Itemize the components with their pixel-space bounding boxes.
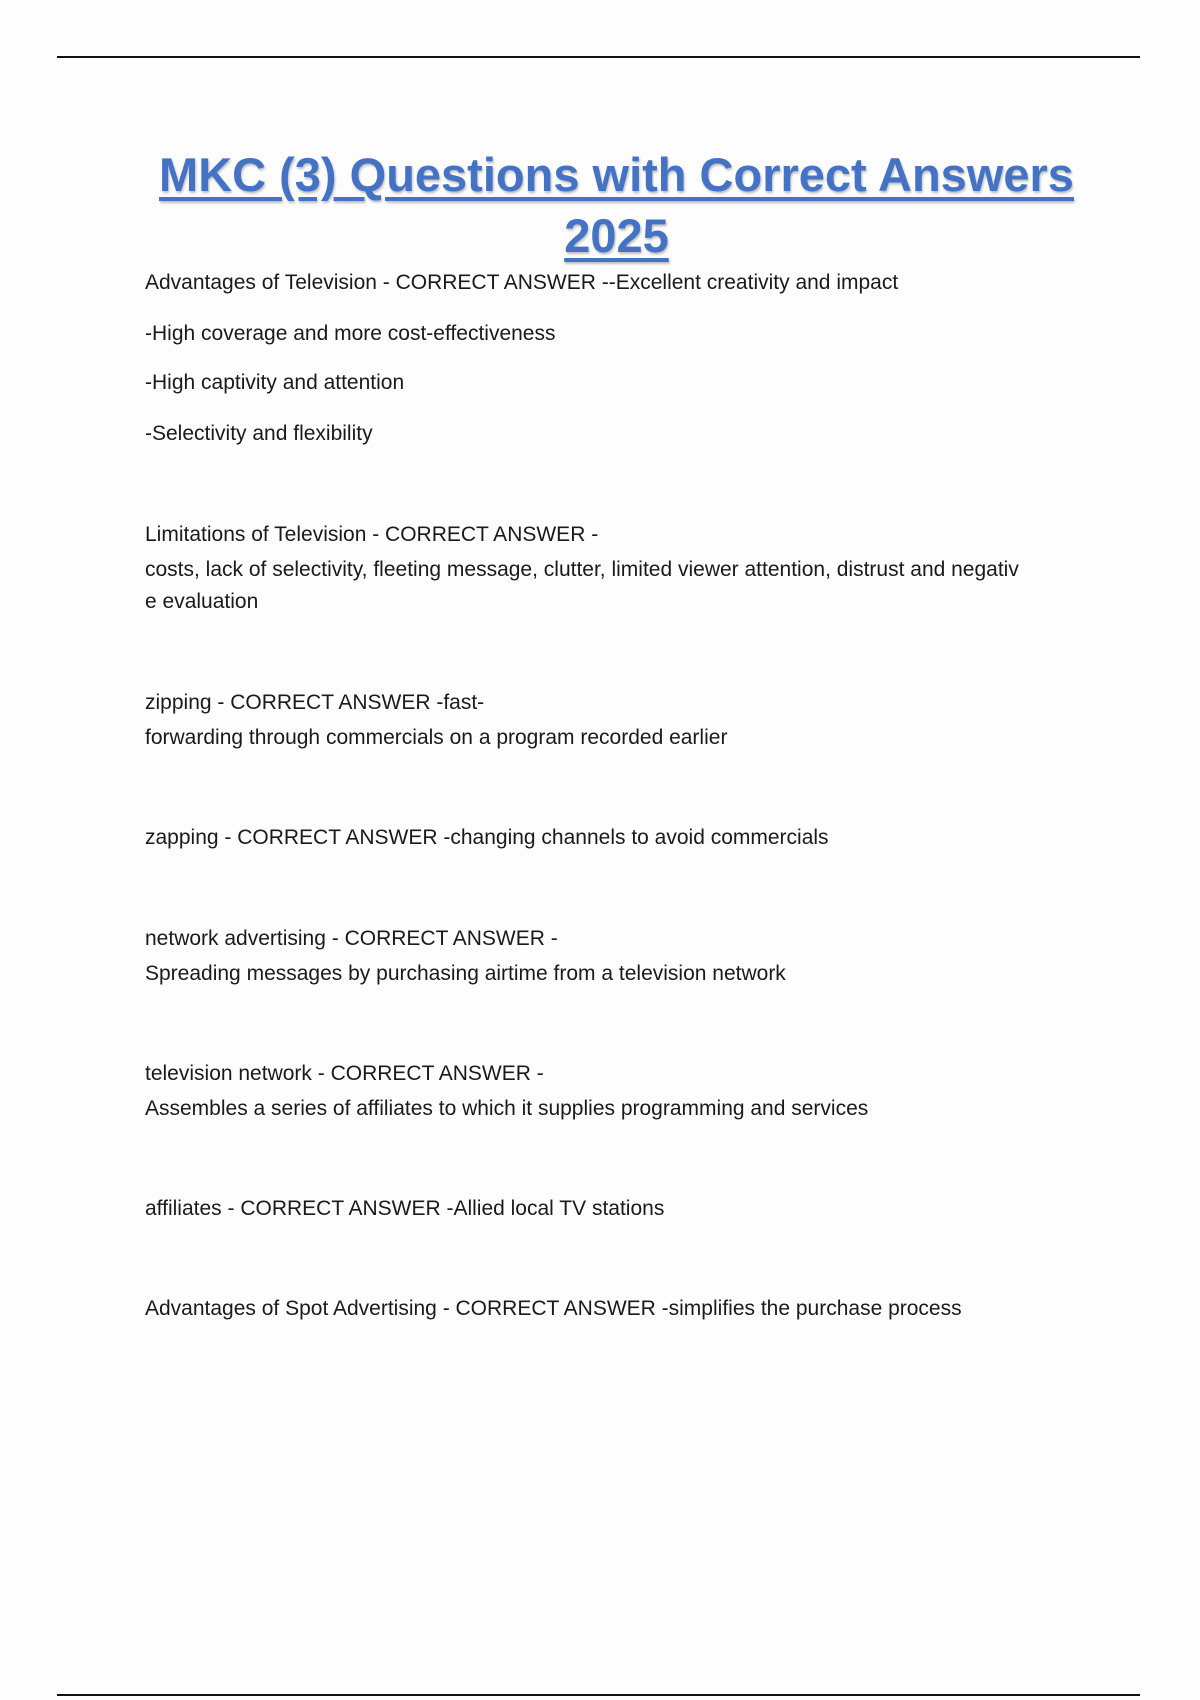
text-line: -Selectivity and flexibility xyxy=(145,422,373,445)
text-line: forwarding through commercials on a program recorded earlier xyxy=(145,726,728,749)
text-line: e evaluation xyxy=(145,590,259,613)
header-rule xyxy=(57,56,1140,58)
text-line: Assembles a series of affiliates to which it supplies programming and services xyxy=(145,1097,869,1120)
text-line: Advantages of Spot Advertising - CORRECT ANSWER -simplifies the purchase process xyxy=(145,1297,962,1320)
footer-rule xyxy=(57,1694,1140,1696)
text-line: costs, lack of selectivity, fleeting message, clutter, limited viewer attention, distrust and negativ xyxy=(145,558,1019,581)
text-line: Spreading messages by purchasing airtime from a television network xyxy=(145,962,786,985)
text-line: Limitations of Television - CORRECT ANSWER - xyxy=(145,523,599,546)
text-line: Advantages of Television - CORRECT ANSWER --Excellent creativity and impact xyxy=(145,271,899,294)
text-line: zapping - CORRECT ANSWER -changing channels to avoid commercials xyxy=(145,826,829,849)
text-line: network advertising - CORRECT ANSWER - xyxy=(145,927,558,950)
document-title-line2: 2025 xyxy=(564,209,669,262)
document-title-line1: MKC (3) Questions with Correct Answers xyxy=(159,148,1074,201)
text-line: -High captivity and attention xyxy=(145,371,405,394)
text-line: affiliates - CORRECT ANSWER -Allied local TV stations xyxy=(145,1197,665,1220)
text-line: -High coverage and more cost-effectiveness xyxy=(145,322,556,345)
text-line: television network - CORRECT ANSWER - xyxy=(145,1062,544,1085)
text-line: zipping - CORRECT ANSWER -fast- xyxy=(145,691,485,714)
